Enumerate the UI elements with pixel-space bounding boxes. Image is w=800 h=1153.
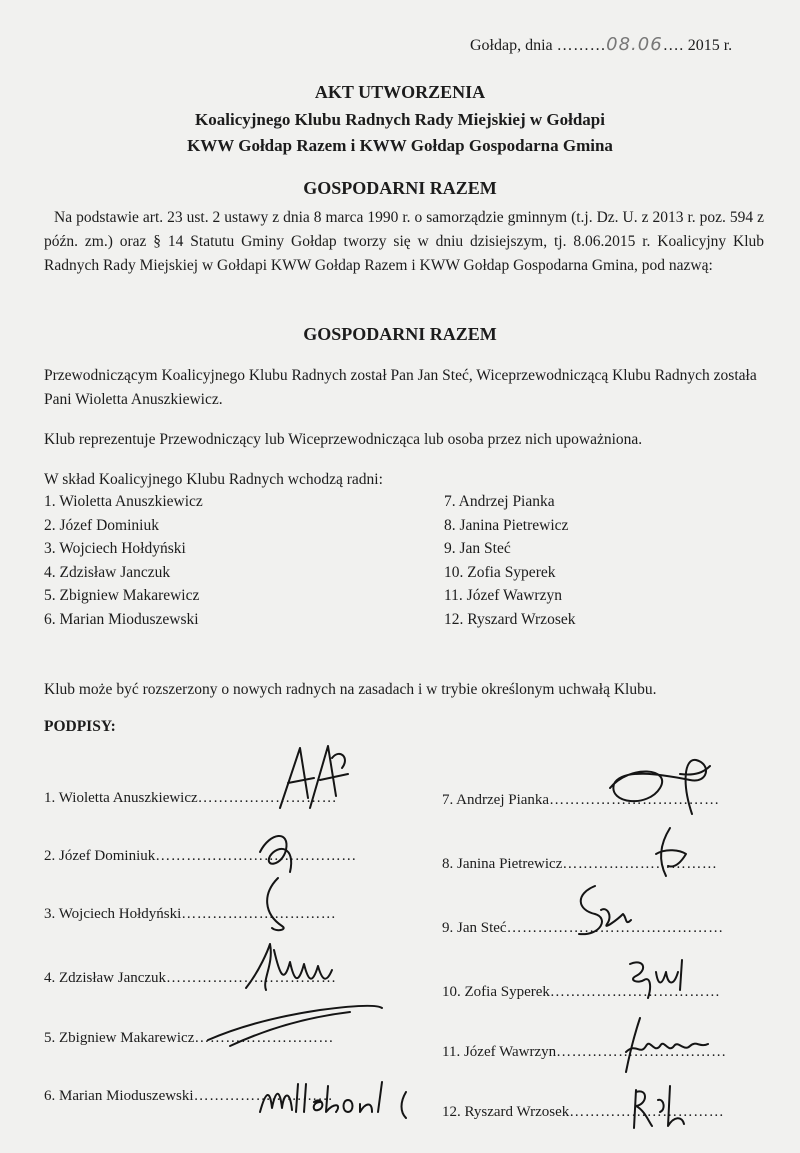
signature-dots: …………………………… <box>549 984 721 1000</box>
list-item: 5. Zbigniew Makarewicz <box>44 587 200 604</box>
document-subtitle-line2: KWW Gołdap Razem i KWW Gołdap Gospodarna Gmina <box>187 136 613 155</box>
signature-syperek <box>620 950 700 1010</box>
signature-dots: …………………………………… <box>506 920 724 936</box>
signature-pianka <box>600 744 720 834</box>
list-item: 8. Janina Pietrewicz <box>444 516 569 534</box>
date-suffix: 2015 r. <box>687 37 733 54</box>
signature-janczuk <box>240 940 340 1000</box>
signatory-name: 9. Jan Steć <box>442 920 507 936</box>
signature-stec <box>565 880 645 950</box>
signature-dots: ……………………… <box>193 1088 334 1104</box>
signatory-name: 6. Marian Mioduszewski <box>44 1088 194 1104</box>
signatory-name: 5. Zbigniew Makarewicz <box>44 1030 195 1046</box>
date-dots-left: ……… <box>556 37 607 54</box>
expansion-paragraph: Klub może być rozszerzony o nowych radnych na zasadach i w trybie określonym uchwałą Klubu. <box>44 681 657 698</box>
members-list-left <box>44 490 203 631</box>
list-item: 4. Zdzisław Janczuk <box>44 563 171 581</box>
signature-holdynski <box>258 874 298 934</box>
intro-paragraph: Na podstawie art. 23 ust. 2 ustawy z dnia 8 marca 1990 r. o samorządzie gminnym (t.j. Dz. U. z 2013 r. poz. 594 z późn. zm.) oraz § 14 Statutu Gminy Gołdap tworzy się w dniu dzisiejszym, tj. 8.06.2015 r. Koalicyjny Klub Radnych Rady Miejskiej w Gołdapi KWW Gołdap Razem i KWW Gołdap Gospodarna Gmina, pod nazwą: <box>44 209 764 274</box>
club-name-repeat: GOSPODARNI RAZEM <box>303 324 497 344</box>
list-item: 6. Marian Mioduszewski <box>44 610 199 628</box>
members-intro: W skład Koalicyjnego Klubu Radnych wchodzą radni: <box>44 471 383 488</box>
signatory-name: 8. Janina Pietrewicz <box>442 856 563 872</box>
signatory-name: 10. Zofia Syperek <box>442 984 550 1000</box>
signatory-name: 3. Wojciech Hołdyński <box>44 906 182 922</box>
signatory-name: 1. Wioletta Anuszkiewicz <box>44 790 198 806</box>
document-subtitle-line1: Koalicyjnego Klubu Radnych Rady Miejskiej w Gołdapi <box>195 110 605 129</box>
signatory-name: 12. Ryszard Wrzosek <box>442 1104 570 1120</box>
members-list-right <box>444 490 575 631</box>
document-date <box>470 34 732 55</box>
signatory-name: 11. Józef Wawrzyn <box>442 1044 557 1060</box>
date-prefix: Gołdap, dnia <box>470 37 553 54</box>
signature-pietrewicz <box>640 824 700 884</box>
list-item: 7. Andrzej Pianka <box>444 493 555 510</box>
signature-mioduszewski <box>256 1072 426 1122</box>
list-item: 1. Wioletta Anuszkiewicz <box>44 493 203 510</box>
signature-makarewicz <box>200 996 390 1056</box>
signature-dots: ………………………………… <box>155 848 357 864</box>
signature-dots: ………………………… <box>569 1104 725 1120</box>
chair-paragraph: Przewodniczącym Koalicyjnego Klubu Radnych został Pan Jan Steć, Wiceprzewodniczącą Klubu Radnych została Pani Wioletta Anuszkiewicz. <box>44 367 757 408</box>
signature-dots: ………………………… <box>181 906 337 922</box>
date-dots-right: …. <box>662 37 684 54</box>
signature-dominiuk <box>250 822 310 882</box>
signature-dots: ……………………… <box>194 1030 334 1046</box>
signature-dots: …………………………… <box>556 1044 727 1060</box>
list-item: 10. Zofia Syperek <box>444 563 556 581</box>
signature-dots: ………………………… <box>562 856 718 872</box>
signatory-name: 4. Zdzisław Janczuk <box>44 970 167 986</box>
list-item: 11. Józef Wawrzyn <box>444 587 562 604</box>
signature-dots: …………………………… <box>166 970 337 986</box>
signature-anuszkiewicz <box>270 738 360 818</box>
list-item: 12. Ryszard Wrzosek <box>444 610 576 628</box>
document-title: AKT UTWORZENIA <box>314 82 486 102</box>
list-item: 9. Jan Steć <box>444 540 511 557</box>
signatory-name: 7. Andrzej Pianka <box>442 792 550 808</box>
signatures-heading: PODPISY: <box>44 718 116 735</box>
signature-wawrzyn <box>600 1012 720 1082</box>
handwritten-date: 08.06 <box>606 34 663 55</box>
signature-dots: ……………………… <box>197 790 338 806</box>
signature-dots: …………………………… <box>549 792 720 808</box>
signatory-name: 2. Józef Dominiuk <box>44 848 156 864</box>
signature-wrzosek <box>624 1076 704 1136</box>
representation-paragraph: Klub reprezentuje Przewodniczący lub Wiceprzewodnicząca lub osoba przez nich upoważniona. <box>44 431 643 448</box>
list-item: 2. Józef Dominiuk <box>44 516 159 534</box>
list-item: 3. Wojciech Hołdyński <box>44 540 186 557</box>
club-name-heading: GOSPODARNI RAZEM <box>303 178 497 198</box>
